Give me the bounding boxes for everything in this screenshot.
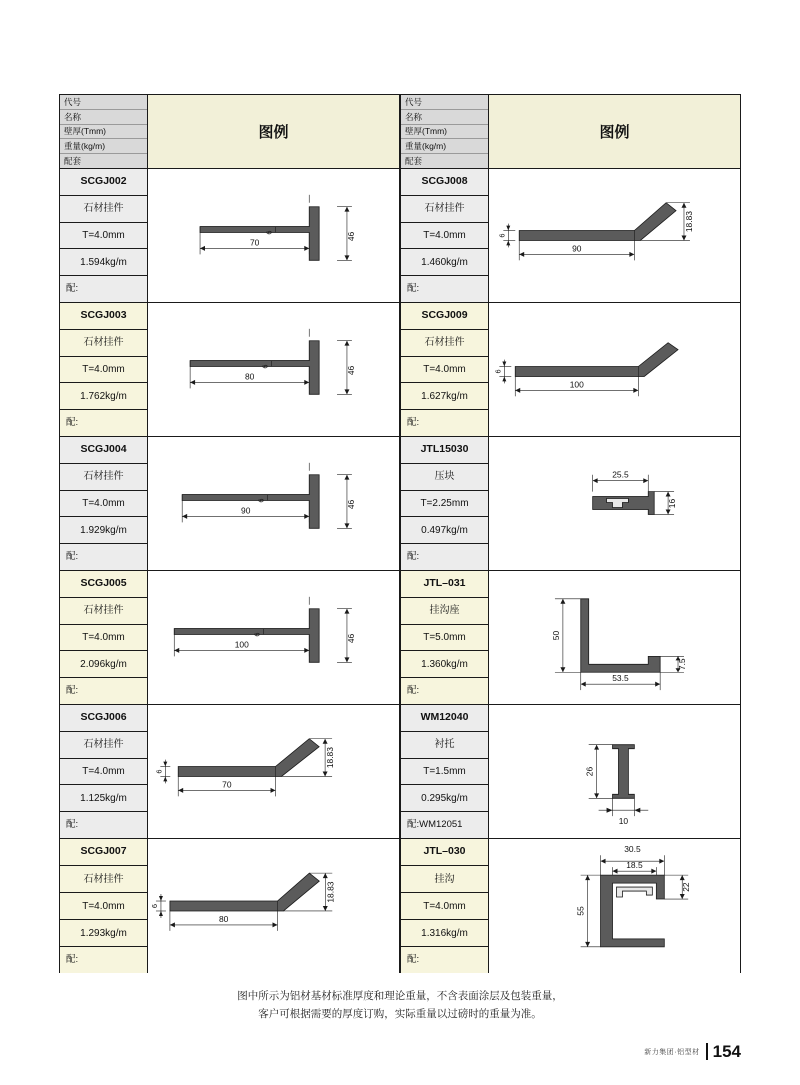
product-thickness: T=4.0mm xyxy=(60,625,147,652)
product-code: SCGJ006 xyxy=(60,705,147,732)
product-code: SCGJ005 xyxy=(60,571,147,598)
catalog-column-left xyxy=(59,94,400,973)
product-spec-cells xyxy=(401,437,489,570)
product-weight: 1.293kg/m xyxy=(60,920,147,947)
dim-lip-height: 22 xyxy=(681,882,692,892)
header-label-fitting: 配套 xyxy=(405,156,423,167)
product-row xyxy=(60,437,399,571)
product-row xyxy=(60,839,399,973)
product-name: 挂沟 xyxy=(401,866,488,893)
product-fitting: 配: xyxy=(401,947,488,973)
product-name: 石材挂件 xyxy=(60,464,147,491)
product-code: SCGJ007 xyxy=(60,839,147,866)
product-weight: 1.762kg/m xyxy=(60,383,147,410)
dim-drop: 18.83 xyxy=(325,881,336,903)
header-label-thickness: 壁厚(Tmm) xyxy=(401,125,488,140)
dim-thickness: 6 xyxy=(264,230,274,235)
product-thickness: T=5.0mm xyxy=(401,625,488,652)
dim-height: 46 xyxy=(345,633,356,644)
footnote-line-1: 图中所示为铝材基材标准厚度和理论重量，不含表面涂层及包装重量， xyxy=(237,990,563,1002)
dim-thickness: 6 xyxy=(252,632,262,637)
dim-length: 70 xyxy=(249,237,260,248)
dim-length: 70 xyxy=(222,779,232,790)
product-name: 石材挂件 xyxy=(60,330,147,357)
product-fitting: 配: xyxy=(401,544,488,570)
catalog-table xyxy=(59,94,741,973)
header-label-weight: 重量(kg/m) xyxy=(60,139,147,154)
product-spec-cells xyxy=(60,571,148,704)
dim-inner-width: 18.5 xyxy=(626,860,643,871)
footnote-line-2: 客户可根据需要的厚度订购，实际重量以过磅时的重量为准。 xyxy=(258,1007,542,1020)
product-spec-cells xyxy=(401,705,489,838)
product-row xyxy=(60,705,399,839)
product-name: 石材挂件 xyxy=(60,866,147,893)
product-thickness: T=4.0mm xyxy=(401,223,488,250)
page-number: 154 xyxy=(706,1043,741,1060)
product-fitting: 配: xyxy=(60,276,147,302)
product-spec-cells xyxy=(401,169,489,302)
dim-height: 55 xyxy=(575,906,586,916)
product-figure xyxy=(489,705,740,838)
dim-thickness: 6 xyxy=(149,903,159,909)
product-spec-cells xyxy=(60,705,148,838)
dim-width: 25.5 xyxy=(612,469,629,480)
product-weight: 0.497kg/m xyxy=(401,517,488,544)
dim-height: 26 xyxy=(584,766,595,777)
product-row xyxy=(60,303,399,437)
dim-height: 46 xyxy=(345,499,356,510)
product-fitting: 配: xyxy=(60,947,147,973)
product-row xyxy=(401,571,740,705)
product-name: 压块 xyxy=(401,464,488,491)
product-name: 石材挂件 xyxy=(60,196,147,223)
product-code: SCGJ002 xyxy=(60,169,147,196)
product-row xyxy=(60,571,399,705)
product-name: 衬托 xyxy=(401,732,488,759)
product-fitting: 配: xyxy=(60,812,147,838)
product-weight: 1.594kg/m xyxy=(60,249,147,276)
product-fitting: 配: xyxy=(401,410,488,436)
product-spec-cells xyxy=(60,169,148,302)
dim-width: 10 xyxy=(618,816,629,827)
dim-length: 90 xyxy=(241,505,251,516)
product-fitting: 配: xyxy=(401,276,488,302)
header-label-name: 名称 xyxy=(401,110,488,125)
product-weight: 1.316kg/m xyxy=(401,920,488,947)
product-thickness: T=4.0mm xyxy=(401,893,488,920)
product-code: SCGJ003 xyxy=(60,303,147,330)
product-weight: 1.460kg/m xyxy=(401,249,488,276)
product-code: JTL15030 xyxy=(401,437,488,464)
product-fitting: 配: xyxy=(60,544,147,570)
dim-drop: 18.83 xyxy=(325,747,336,769)
product-figure xyxy=(489,169,740,302)
product-figure xyxy=(148,839,399,973)
brand-mark: 新力集团·铝型材 xyxy=(644,1049,700,1056)
product-fitting: 配: xyxy=(60,410,147,436)
product-thickness: T=4.0mm xyxy=(60,223,147,250)
dim-length: 100 xyxy=(569,379,584,390)
product-thickness: T=4.0mm xyxy=(60,357,147,384)
header-label-fitting: 配套 xyxy=(64,156,82,167)
dim-height: 16 xyxy=(667,498,678,509)
header-label-code: 代号 xyxy=(60,95,147,110)
product-figure xyxy=(489,437,740,570)
header-figure-title: 图例 xyxy=(489,95,740,168)
product-figure xyxy=(148,571,399,704)
dim-length: 80 xyxy=(244,371,255,382)
dim-height: 46 xyxy=(345,365,356,376)
product-spec-cells xyxy=(60,437,148,570)
dim-thickness: 6 xyxy=(154,769,164,774)
product-code: JTL–031 xyxy=(401,571,488,598)
header-figure-title: 图例 xyxy=(148,95,399,168)
header-label-stack xyxy=(60,95,148,168)
dim-height: 50 xyxy=(550,630,561,641)
product-thickness: T=1.5mm xyxy=(401,759,488,786)
dim-width: 53.5 xyxy=(612,673,629,684)
product-name: 石材挂件 xyxy=(401,330,488,357)
product-row xyxy=(401,169,740,303)
column-header xyxy=(60,95,399,169)
page-footer xyxy=(644,1043,741,1060)
product-thickness: T=4.0mm xyxy=(401,357,488,384)
product-fitting: 配: xyxy=(401,678,488,704)
column-header xyxy=(401,95,740,169)
header-label-weight: 重量(kg/m) xyxy=(401,139,488,154)
product-row xyxy=(401,705,740,839)
product-spec-cells xyxy=(401,303,489,436)
product-weight: 0.295kg/m xyxy=(401,785,488,812)
product-row xyxy=(401,437,740,571)
product-name: 石材挂件 xyxy=(401,196,488,223)
product-code: JTL–030 xyxy=(401,839,488,866)
product-code: SCGJ004 xyxy=(60,437,147,464)
product-spec-cells xyxy=(60,839,148,973)
product-figure xyxy=(148,303,399,436)
product-spec-cells xyxy=(401,839,489,973)
product-figure xyxy=(148,705,399,838)
dim-length: 90 xyxy=(572,243,582,254)
product-figure xyxy=(148,169,399,302)
product-code: WM12040 xyxy=(401,705,488,732)
product-thickness: T=2.25mm xyxy=(401,491,488,518)
dim-thickness: 6 xyxy=(497,233,507,238)
dim-outer-width: 30.5 xyxy=(624,844,641,855)
product-code: SCGJ008 xyxy=(401,169,488,196)
product-row xyxy=(401,303,740,437)
product-weight: 1.929kg/m xyxy=(60,517,147,544)
product-fitting: 配: xyxy=(60,678,147,704)
product-figure xyxy=(489,571,740,704)
product-row xyxy=(401,839,740,973)
product-name: 石材挂件 xyxy=(60,732,147,759)
product-figure xyxy=(489,839,740,973)
product-code: SCGJ009 xyxy=(401,303,488,330)
dim-drop: 18.83 xyxy=(683,211,694,233)
header-label-name: 名称 xyxy=(60,110,147,125)
product-fitting: 配:WM12051 xyxy=(401,812,488,838)
dim-length: 80 xyxy=(218,913,229,924)
product-weight: 2.096kg/m xyxy=(60,651,147,678)
product-thickness: T=4.0mm xyxy=(60,893,147,920)
product-name: 挂沟座 xyxy=(401,598,488,625)
dim-height: 46 xyxy=(345,231,356,242)
product-thickness: T=4.0mm xyxy=(60,759,147,786)
header-label-code: 代号 xyxy=(401,95,488,110)
dim-lip: 7.5 xyxy=(676,658,687,671)
product-thickness: T=4.0mm xyxy=(60,491,147,518)
product-row xyxy=(60,169,399,303)
product-name: 石材挂件 xyxy=(60,598,147,625)
header-label-thickness: 壁厚(Tmm) xyxy=(60,125,147,140)
dim-thickness: 6 xyxy=(256,498,266,503)
product-weight: 1.125kg/m xyxy=(60,785,147,812)
dim-length: 100 xyxy=(234,639,249,650)
product-weight: 1.360kg/m xyxy=(401,651,488,678)
product-figure xyxy=(148,437,399,570)
product-weight: 1.627kg/m xyxy=(401,383,488,410)
dim-thickness: 6 xyxy=(260,364,270,369)
catalog-column-right xyxy=(400,94,741,973)
footnote xyxy=(0,988,800,1024)
product-figure xyxy=(489,303,740,436)
product-spec-cells xyxy=(60,303,148,436)
dim-thickness: 6 xyxy=(493,369,503,374)
header-label-stack xyxy=(401,95,489,168)
product-spec-cells xyxy=(401,571,489,704)
